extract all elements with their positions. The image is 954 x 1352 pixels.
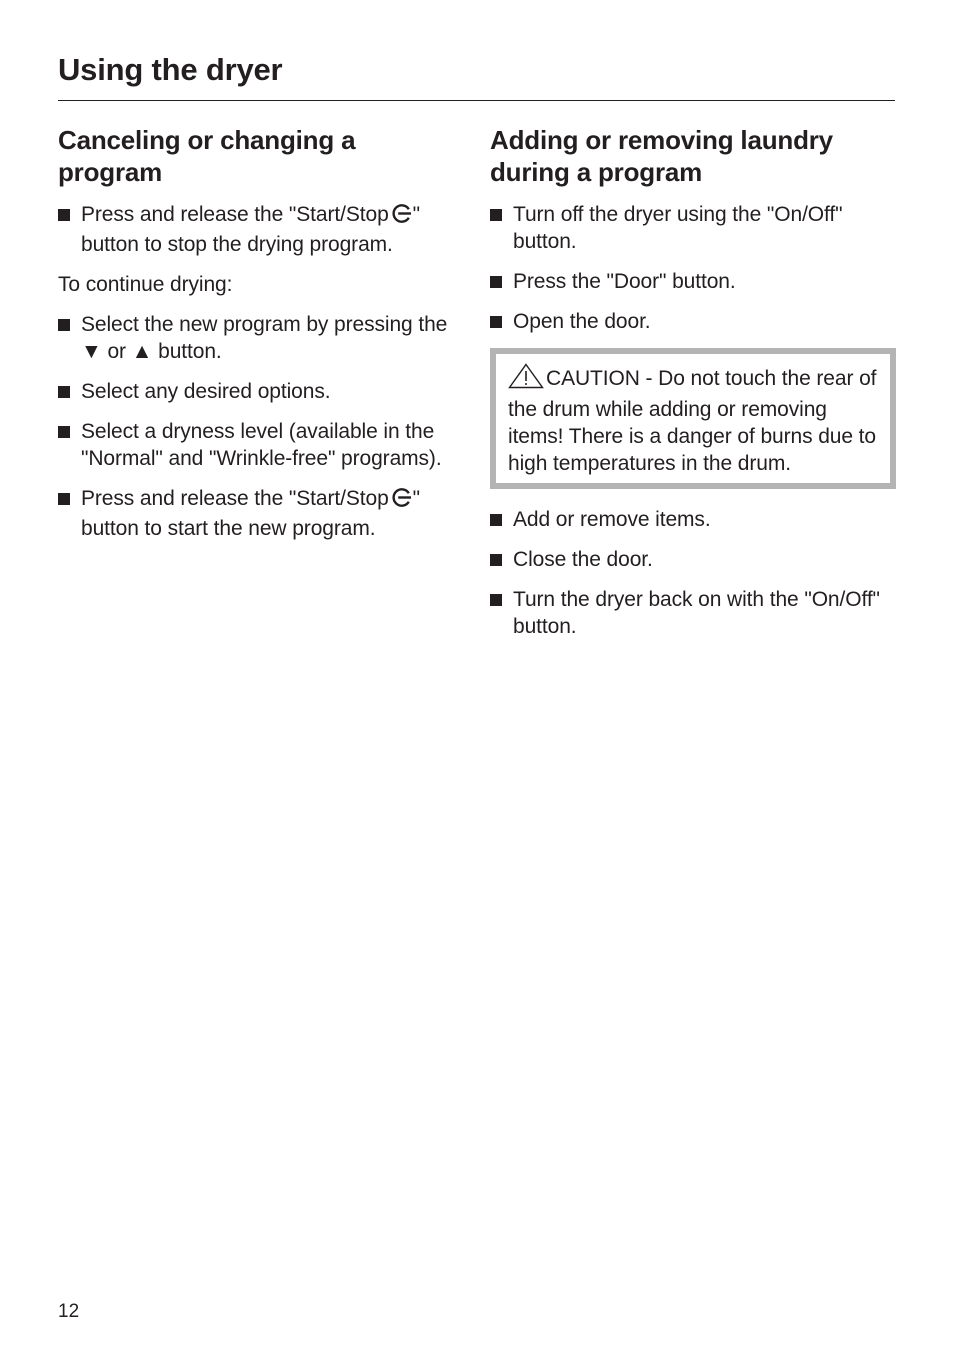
start-stop-icon bbox=[392, 487, 413, 515]
section-heading-adding: Adding or removing laundry during a program bbox=[490, 125, 833, 187]
list-item bbox=[490, 506, 896, 533]
caution-text: CAUTION - Do not touch the rear of the drum while adding or removing items! There is a danger of burns due to high temperatures in the drum. bbox=[508, 367, 877, 475]
down-arrow-icon: ▼ bbox=[81, 340, 102, 363]
section-heading-canceling: Canceling or changing a program bbox=[58, 125, 356, 187]
list-item-text: or bbox=[107, 340, 126, 363]
page-number: 12 bbox=[58, 1301, 80, 1322]
warning-triangle-icon bbox=[508, 363, 544, 396]
list-item-text: Turn off the dryer using the "On/Off" button. bbox=[513, 203, 843, 253]
page-title: Using the dryer bbox=[58, 52, 283, 87]
bullet-square-icon bbox=[58, 209, 70, 221]
list-item bbox=[490, 308, 896, 335]
title-divider bbox=[58, 100, 895, 101]
list-item bbox=[490, 586, 896, 640]
list-item-text: Add or remove items. bbox=[513, 508, 711, 531]
section-adding-laundry bbox=[490, 124, 896, 653]
bullet-square-icon bbox=[490, 276, 502, 288]
list-item-text: Press and release the "Start/Stop bbox=[81, 203, 389, 226]
section-canceling-program bbox=[58, 124, 454, 555]
list-item bbox=[490, 201, 896, 255]
bullet-square-icon bbox=[490, 316, 502, 328]
bullet-square-icon bbox=[58, 426, 70, 438]
list-item-text: " button to stop the drying program. bbox=[81, 203, 421, 256]
list-item bbox=[490, 268, 896, 295]
list-item-text: Open the door. bbox=[513, 310, 651, 333]
list-item-start-program bbox=[58, 485, 454, 542]
list-item-text: Turn the dryer back on with the "On/Off" button. bbox=[513, 588, 880, 638]
list-item-dryness-level bbox=[58, 418, 454, 472]
up-arrow-icon: ▲ bbox=[131, 340, 153, 363]
start-stop-icon bbox=[392, 203, 413, 231]
list-item-text: Press and release the "Start/Stop bbox=[81, 487, 389, 510]
continue-drying-text: To continue drying: bbox=[58, 273, 233, 296]
list-item-select-program bbox=[58, 311, 454, 365]
caution-box bbox=[490, 348, 896, 489]
list-item-text: Press the "Door" button. bbox=[513, 270, 736, 293]
bullet-square-icon bbox=[490, 594, 502, 606]
bullet-square-icon bbox=[58, 493, 70, 505]
list-item-text: Close the door. bbox=[513, 548, 653, 571]
list-item-text: " button to start the new program. bbox=[81, 487, 421, 540]
list-item-text: button. bbox=[158, 340, 222, 363]
bullet-square-icon bbox=[490, 514, 502, 526]
list-item-text: Select any desired options. bbox=[81, 380, 331, 403]
list-item-text: Select a dryness level (available in the "Normal" and "Wrinkle-free" programs). bbox=[81, 420, 442, 470]
bullet-square-icon bbox=[58, 319, 70, 331]
list-item-select-options bbox=[58, 378, 454, 405]
bullet-square-icon bbox=[58, 386, 70, 398]
list-item-text: Select the new program by pressing the bbox=[81, 313, 448, 336]
list-item-stop-program bbox=[58, 201, 454, 258]
list-item bbox=[490, 546, 896, 573]
bullet-square-icon bbox=[490, 209, 502, 221]
bullet-square-icon bbox=[490, 554, 502, 566]
